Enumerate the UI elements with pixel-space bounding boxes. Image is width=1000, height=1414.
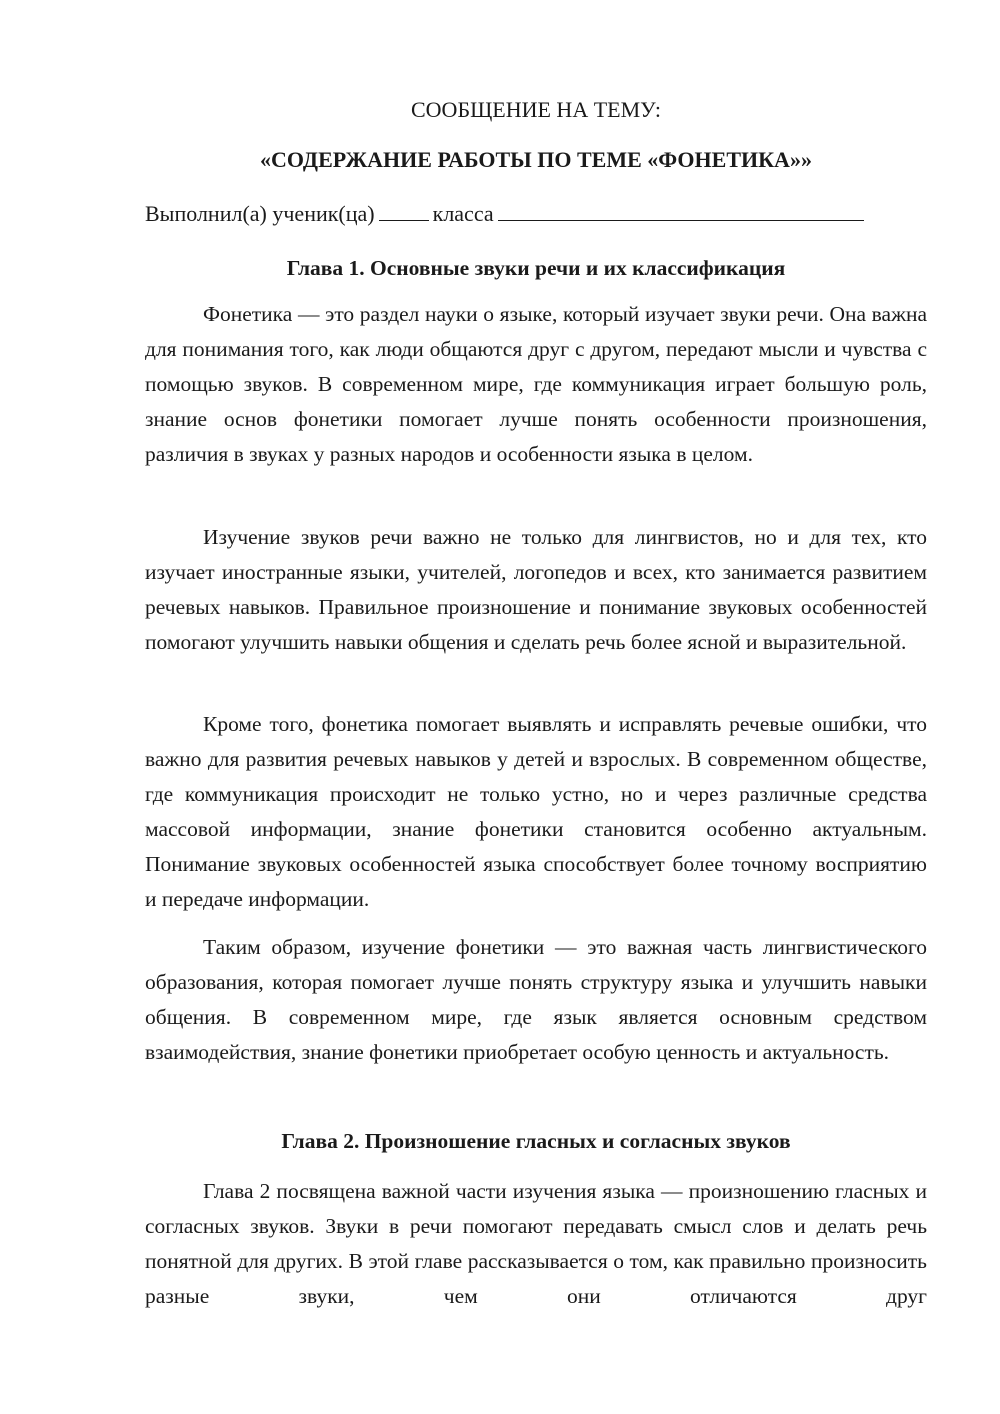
class-label: класса: [432, 201, 494, 226]
chapter-1-paragraph-2: Изучение звуков речи важно не только для лингвистов, но и для тех, кто изучает иностранные языки, учителей, логопедов и всех, кто занимается развитием речевых навыков. Правильное произношение и понимание звуковых особенностей помогают улучшить навыки общения и сделать речь более ясной и выразительной.: [145, 525, 927, 654]
chapter-1-paragraph-3: Кроме того, фонетика помогает выявлять и исправлять речевые ошибки, что важно для развития речевых навыков у детей и взрослых. В современном обществе, где коммуникация происходит не только устно, но и через различные средства массовой информации, знание фонетики становится особенно актуальным. Понимание звуковых особенностей языка способствует более точному восприятию и передаче информации.: [145, 712, 927, 911]
chapter-2-heading: Глава 2. Произношение гласных и согласных звуков: [281, 1129, 791, 1153]
grade-blank: [379, 200, 429, 221]
chapter-1-paragraph-4: Таким образом, изучение фонетики — это важная часть лингвистического образования, которая помогает лучше понять структуру языка и улучшить навыки общения. В современном мире, где язык является основным средством взаимодействия, знание фонетики приобретает особую ценность и актуальность.: [145, 935, 927, 1064]
author-line: [145, 196, 927, 231]
document-title-line-1: СООБЩЕНИЕ НА ТЕМУ:: [411, 97, 661, 122]
chapter-2-paragraph-1: Глава 2 посвящена важной части изучения языка — произношению гласных и согласных звуков. Звуки в речи помогают передавать смысл слов и делать речь понятной для других. В этой главе рассказывается о том, как правильно произносить разные звуки, чем они отличаются друг: [145, 1179, 927, 1308]
chapter-1-paragraph-1: Фонетика — это раздел науки о языке, который изучает звуки речи. Она важна для понимания того, как люди общаются друг с другом, передают мысли и чувства с помощью звуков. В современном мире, где коммуникация играет большую роль, знание основ фонетики помогает лучше понять особенности произношения, различия в звуках у разных народов и особенности языка в целом.: [145, 302, 927, 466]
document-title-line-2: «СОДЕРЖАНИЕ РАБОТЫ ПО ТЕМЕ «ФОНЕТИКА»»: [260, 147, 812, 172]
name-blank: [498, 200, 864, 221]
chapter-1-heading: Глава 1. Основные звуки речи и их классификация: [286, 256, 786, 280]
author-prefix: Выполнил(а) ученик(ца): [145, 201, 375, 226]
